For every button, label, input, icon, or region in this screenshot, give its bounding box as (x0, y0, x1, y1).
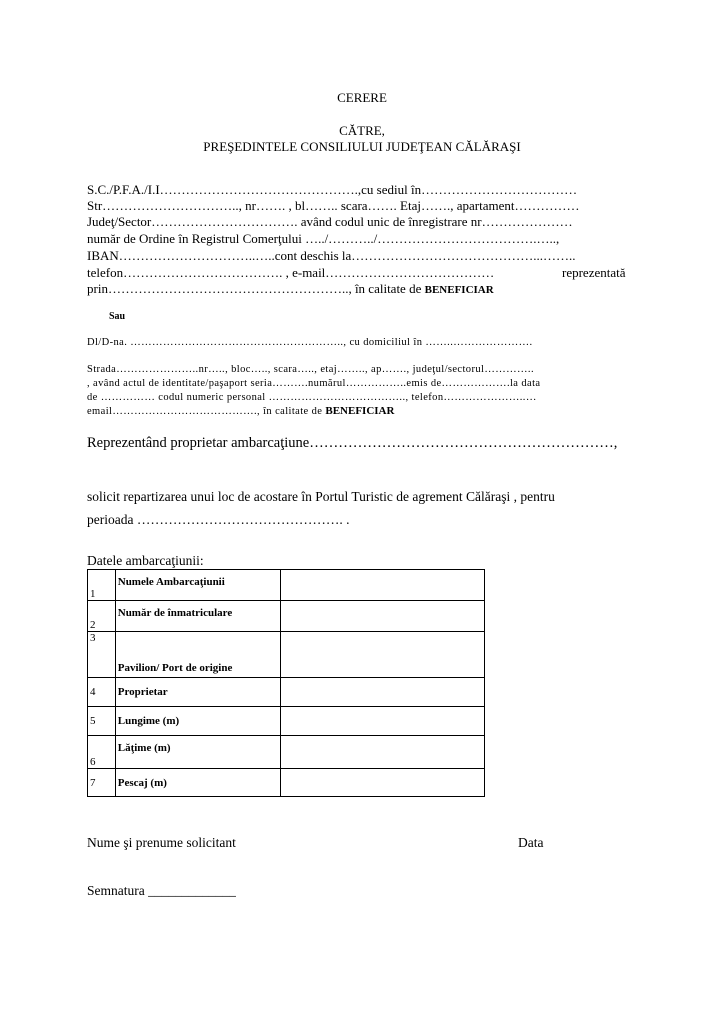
table-row (88, 736, 485, 769)
row-label: Lungime (m) (115, 707, 280, 736)
company-line-3: Judeţ/Sector……………………………. având codul unic de înregistrare nr………………… (87, 214, 573, 229)
row-number: 1 (88, 570, 116, 601)
company-line-4: număr de Ordine în Registrul Comerţului …../………../……………………………….….., (87, 231, 560, 246)
row-value-field[interactable] (280, 769, 484, 797)
row-label: Numele Ambarcaţiunii (115, 570, 280, 601)
table-row (88, 678, 485, 707)
row-label: Proprietar (115, 678, 280, 707)
table-row (88, 707, 485, 736)
company-line-6-end: reprezentată (562, 265, 626, 280)
person-line-4: de …………… codul numeric personal ……………………………….., telefon…………………..… (87, 392, 537, 403)
document-title: CERERE (337, 90, 387, 105)
request-line-1: solicit repartizarea unui loc de acostare în Portul Turistic de agrement Călăraşi , pentru (87, 489, 555, 504)
person-line-2: Strada…………………..nr….., bloc….., scara….., etaj…….., ap……., judeţul/sectorul………….. (87, 364, 534, 375)
company-line-2: Str………………………….., nr……. , bl…….. scara……. Etaj……., apartament…………… (87, 198, 580, 213)
row-label: Pescaj (m) (115, 769, 280, 797)
addressee-line-1: CĂTRE, (339, 123, 385, 138)
row-number: 7 (88, 769, 116, 797)
company-line-1: S.C./P.F.A./I.I……………………………………….,cu sediul în……………………………… (87, 182, 578, 197)
date-label: Data (518, 835, 544, 850)
row-number: 5 (88, 707, 116, 736)
row-label: Pavilion/ Port de origine (115, 632, 280, 678)
applicant-name-label: Nume şi prenume solicitant (87, 835, 236, 850)
boat-data-header: Datele ambarcaţiunii: (87, 553, 204, 568)
row-number: 4 (88, 678, 116, 707)
table-row (88, 601, 485, 632)
row-value-field[interactable] (280, 707, 484, 736)
row-value-field[interactable] (280, 570, 484, 601)
row-value-field[interactable] (280, 632, 484, 678)
signature-label: Semnatura _____________ (87, 883, 236, 898)
request-line-2: perioada ………………………………………. . (87, 512, 350, 527)
or-label: Sau (109, 311, 126, 322)
table-row (88, 769, 485, 797)
row-number: 3 (88, 632, 116, 678)
company-line-6: telefon………………………………. , e-mail………………………………… (87, 265, 495, 280)
person-line-5: email…………………………………., în calitate de BENEFICIAR (87, 405, 395, 417)
row-label: Lăţime (m) (115, 736, 280, 769)
person-line-3: , având actul de identitate/paşaport seria……….numărul……………..emis de……………….la data (87, 378, 541, 389)
table-row (88, 570, 485, 601)
row-label: Număr de înmatriculare (115, 601, 280, 632)
row-value-field[interactable] (280, 601, 484, 632)
row-value-field[interactable] (280, 678, 484, 707)
addressee-line-2: PREŞEDINTELE CONSILIULUI JUDEŢEAN CĂLĂRAŞI (203, 139, 521, 154)
table-row (88, 632, 485, 678)
row-number: 6 (88, 736, 116, 769)
boat-data-table (87, 569, 485, 797)
person-line-1: Dl/D-na. ………………………………………………….., cu domiciliul în ……..…………………. (87, 337, 533, 348)
row-number: 2 (88, 601, 116, 632)
row-value-field[interactable] (280, 736, 484, 769)
company-line-5: IBAN…………………………..…..cont deschis la……………………………………...…….. (87, 248, 576, 263)
company-line-7: prin……………………………………………….., în calitate de BENEFICIAR (87, 281, 494, 296)
owner-line: Reprezentând proprietar ambarcaţiune………………………………………………………, (87, 435, 618, 451)
